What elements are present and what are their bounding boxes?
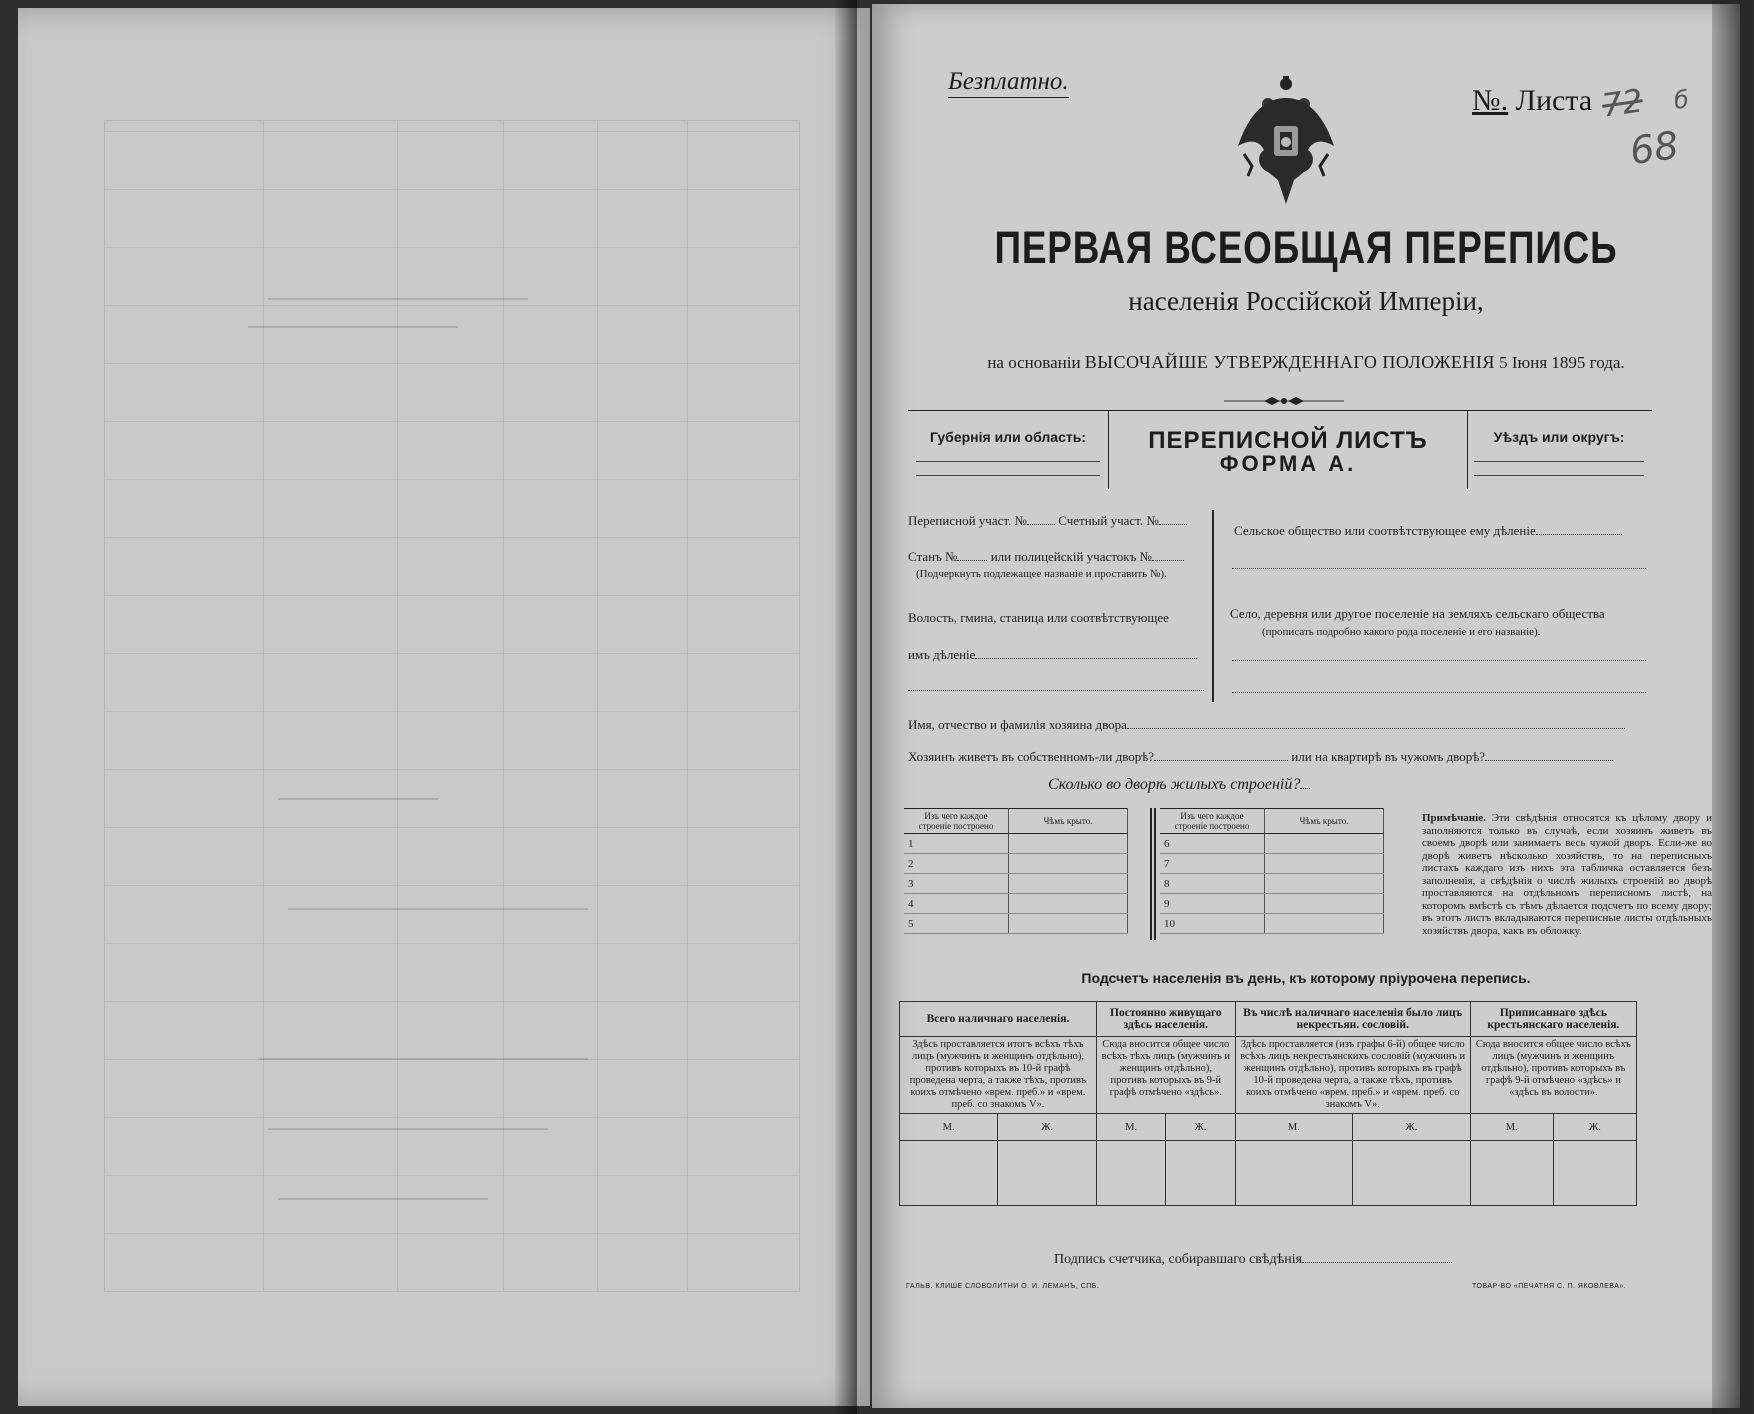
row-number: 3 [904,874,1009,894]
number-sign: №. [1472,84,1509,117]
roof-cell[interactable] [1009,854,1128,874]
row-number: 2 [904,854,1009,874]
buildings-note [1422,812,1712,937]
census-main-title: ПЕРВАЯ ВСЕОБЩАЯ ПЕРЕПИСЬ [994,222,1618,273]
roof-cell[interactable] [1265,894,1384,914]
col-registered-peasant: Приписаннаго здѣсь крестьянскаго населенія. [1470,1002,1636,1037]
male-header: М. [1235,1114,1352,1141]
roof-cell[interactable] [1009,874,1128,894]
imprint-left: ГАЛЬВ. КЛИШЕ СЛОВОЛИТНИ О. И. ЛЕМАНЪ, СПБ. [906,1283,1100,1290]
census-area-field[interactable] [908,512,1187,529]
census-area-label: Переписной участ. № [908,513,1027,528]
form-title: ПЕРЕПИСНОЙ ЛИСТЪ [1148,427,1428,454]
stan-label: Станъ № [908,549,958,564]
volost2-label: имъ дѣленіе [908,647,976,662]
volost-line[interactable] [908,690,1204,691]
tables-divider [1150,808,1152,940]
note-label: Примѣчаніе. [1422,812,1486,824]
village-note: (прописать подробно какого рода поселеніе и его названіе). [1262,626,1541,638]
district-line[interactable] [1474,475,1644,476]
count-cell[interactable] [998,1141,1097,1206]
page-stack-edge [1712,0,1754,1414]
basis-date: 5 Іюня 1895 года. [1499,353,1625,372]
signature-label: Подпись счетчика, собиравшаго свѣдѣнія [1054,1252,1303,1267]
district-line[interactable] [1474,461,1644,462]
row-number: 8 [1160,874,1265,894]
population-count-table [899,1001,1637,1206]
table-row[interactable] [1160,914,1384,934]
stan-note: (Подчеркнуть подлежащее названіе и проставить №). [916,568,1167,580]
volost-field[interactable] [908,646,1197,663]
province-box [908,410,1108,489]
buildings-question-text: Сколько во дворѣ жилыхъ строеній? [1048,776,1301,793]
buildings-question [1048,776,1310,794]
roof-cell[interactable] [1265,914,1384,934]
count-cell[interactable] [1235,1141,1352,1206]
male-header: М. [1096,1114,1165,1141]
table-row[interactable] [1160,874,1384,894]
male-header: М. [900,1114,998,1141]
province-line[interactable] [916,475,1100,476]
show-through-ink [278,798,438,800]
tables-divider [1154,808,1156,940]
village-label: Село, деревня или другое поселеніе на земляхъ сельскаго общества [1230,606,1605,621]
desc-registered-peasant: Сюда вносится общее число всѣхъ лицъ (мужчинъ и женщинъ отдѣльно), противъ которыхъ въ графѣ 9-й отмѣчено «здѣсь» и «здѣсь въ волости». [1470,1037,1636,1114]
roof-cell[interactable] [1009,894,1128,914]
show-through-ink [268,1128,548,1130]
legal-basis-line [872,352,1740,373]
col-permanent: Постоянно живущаго здѣсь населенія. [1096,1002,1235,1037]
col-material-header: Изъ чего каждое строеніе построено [904,809,1009,834]
basis-decree: ВЫСОЧАЙШЕ УТВЕРЖДЕННАГО ПОЛОЖЕНІЯ [1084,352,1495,372]
row-number: 10 [1160,914,1265,934]
enumerator-signature-field[interactable] [1054,1250,1452,1268]
census-subtitle: населенія Россійской Имперіи, [1128,286,1484,316]
buildings-table-right [1160,808,1384,934]
show-through-ink [288,908,588,910]
imperial-eagle-emblem [1234,76,1338,210]
province-line[interactable] [916,461,1100,462]
count-cell[interactable] [1096,1141,1165,1206]
col-roof-header: Чѣмъ крыто. [1265,809,1384,834]
row-number: 5 [904,914,1009,934]
handwritten-alt-number: 68 [1627,122,1682,174]
row-number: 1 [904,834,1009,854]
female-header: Ж. [1166,1114,1236,1141]
desc-permanent: Сюда вносится общее число всѣхъ тѣхъ лицъ (мужчинъ и женщинъ отдѣльно), противъ которыхъ въ 9-й графѣ отмѣчено «здѣсь». [1096,1037,1235,1114]
table-row[interactable] [904,914,1128,934]
imprint-right: ТОВАР-ВО «ПЕЧАТНЯ С. П. ЯКОВЛЕВА». [1472,1283,1627,1290]
roof-cell[interactable] [1009,834,1128,854]
show-through-ink [268,298,528,300]
owner-label: Имя, отчество и фамилія хозяина двора [908,717,1127,732]
table-row[interactable] [1160,834,1384,854]
buildings-table-left [904,808,1128,934]
roof-cell[interactable] [1265,834,1384,854]
count-cell[interactable] [1166,1141,1236,1206]
show-through-ink [278,1198,488,1200]
female-header: Ж. [1353,1114,1471,1141]
ornament-divider [1224,396,1344,406]
district-label: Уѣздъ или округъ: [1493,429,1625,445]
owner-field[interactable] [908,716,1625,733]
show-through-grid [104,120,800,1292]
row-number: 4 [904,894,1009,914]
male-header: М. [1470,1114,1553,1141]
handwritten-sheet-number: 72 [1599,81,1646,125]
count-area-label: Счетный участ. № [1058,513,1159,528]
table-row[interactable] [904,834,1128,854]
or-apartment-label: или на квартирѣ въ чужомъ дворѣ? [1291,749,1486,764]
table-row[interactable] [904,874,1128,894]
count-cell[interactable] [1470,1141,1553,1206]
count-cell[interactable] [900,1141,998,1206]
rural-society-field[interactable] [1234,522,1622,539]
count-cell[interactable] [1553,1141,1636,1206]
col-non-peasant: Въ числѣ наличнаго населенія было лицъ некрестьян. сословій. [1235,1002,1470,1037]
table-row[interactable] [904,894,1128,914]
handwritten-sheet-mark: б [1672,85,1691,115]
table-row[interactable] [1160,854,1384,874]
form-title-box [1108,410,1468,489]
volost-label: Волость, гмина, станица или соотвѣтствующее [908,610,1169,625]
roof-cell[interactable] [1009,914,1128,934]
table-row[interactable] [1160,894,1384,914]
stan-field[interactable] [908,548,1184,565]
rural-society-label: Сельское общество или соотвѣтствующее ему дѣленіе [1234,523,1536,538]
row-number: 6 [1160,834,1265,854]
col-material-header: Изъ чего каждое строеніе построено [1160,809,1265,834]
desc-total-present: Здѣсь проставляется итогъ всѣхъ тѣхъ лицъ (мужчинъ и женщинъ отдѣльно), противъ которыхъ въ 10-й графѣ проведена черта, а также тѣхъ, противъ коихъ отмѣчено «врем. преб.» и «врем. преб. со знакомъ V». [900,1037,1097,1114]
book-gutter [835,0,857,1414]
female-header: Ж. [998,1114,1097,1141]
owner-lives-field[interactable] [908,748,1613,765]
district-box [1466,410,1652,489]
female-header: Ж. [1553,1114,1636,1141]
sheet-number [1472,84,1592,118]
col-roof-header: Чѣмъ крыто. [1009,809,1128,834]
count-cell[interactable] [1353,1141,1471,1206]
village-line[interactable] [1232,692,1646,693]
row-number: 9 [1160,894,1265,914]
desc-non-peasant: Здѣсь проставляется (изъ графы 6-й) общее число всѣхъ лицъ некрестьянскихъ сословій (мужчинъ и женщинъ отдѣльно), противъ которыхъ въ графѣ 10-й проведена черта, а также тѣхъ, противъ коихъ отмѣчено «врем. преб.» и «врем. преб. со знакомъ V». [1235,1037,1470,1114]
population-count-heading: Подсчетъ населенія въ день, къ которому пріурочена перепись. [1081,970,1531,986]
row-number: 7 [1160,854,1265,874]
note-text: Эти свѣдѣнія относятся къ цѣлому двору и заполняются только въ случаѣ, если хозяинъ живетъ въ своемъ дворѣ или занимаетъ весь чужой дворъ. Если-же во дворѣ живетъ нѣсколько хозяйствъ, то на переписныхъ листахъ каждаго изъ нихъ эта табличка оставляется безъ заполненія, а свѣдѣнія о числѣ жилыхъ строеній во дворѣ проставляются на отдѣльномъ переписномъ листѣ, на которомъ вмѣстѣ съ тѣмъ дѣлается подсчетъ по всему двору; въ этотъ листъ вкладываются переписные листы отдѣльныхъ хозяйствъ двора, какъ въ обложку. [1422,812,1712,937]
field-divider [1212,510,1214,702]
show-through-ink [258,1058,588,1060]
left-page [18,8,870,1406]
free-label: Безплатно. [948,68,1069,98]
roof-cell[interactable] [1265,854,1384,874]
basis-prefix: на основаніи [987,353,1081,372]
col-total-present: Всего наличнаго населенія. [900,1002,1097,1037]
roof-cell[interactable] [1265,874,1384,894]
table-row[interactable] [904,854,1128,874]
sheet-label: Листа [1515,84,1593,117]
village-line[interactable] [1232,660,1646,661]
rural-society-line[interactable] [1232,568,1646,569]
province-label: Губернія или область: [929,429,1087,445]
police-label: или полицейскій участокъ № [990,549,1152,564]
show-through-ink [248,326,458,328]
census-form-page [872,4,1740,1408]
owner-lives-label: Хозяинъ живетъ въ собственномъ-ли дворѣ? [908,749,1155,764]
form-variant: ФОРМА А. [1219,451,1357,476]
